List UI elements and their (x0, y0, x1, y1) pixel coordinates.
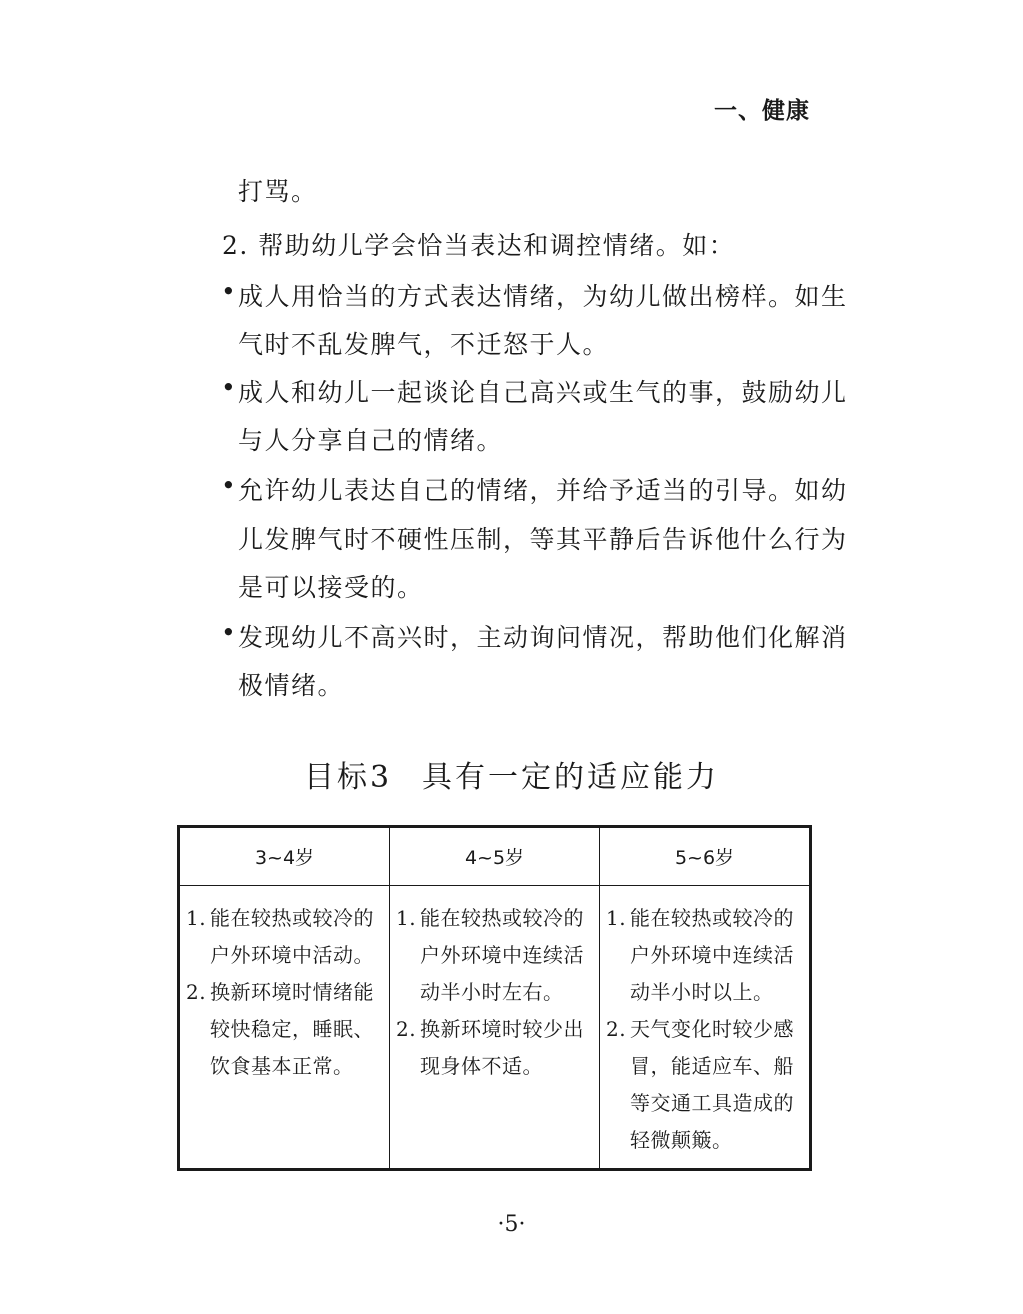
page-number: ·5· (497, 1212, 526, 1237)
bullet-1-line-2: 气时不乱发脾气，不迁怒于人。 (238, 330, 610, 359)
item-text: 天气变化时较少感冒，能适应车、船等交通工具造成的轻微颠簸。 (630, 1017, 794, 1152)
bullet-3-line-2: 儿发脾气时不硬性压制，等其平静后告诉他什么行为 (238, 525, 848, 554)
cell-age-5-6 (600, 886, 811, 1170)
table-row (179, 886, 811, 1170)
bullet-dot: • (221, 277, 236, 306)
cell-age-4-5 (390, 886, 600, 1170)
header-age-4-5: 4~5岁 (390, 827, 600, 886)
item-number: 2. (606, 1017, 627, 1041)
goal-title (0, 752, 1023, 796)
item-text: 能在较热或较冷的户外环境中活动。 (210, 906, 374, 967)
item-number: 1. (396, 906, 417, 930)
item-number: 2. (396, 1017, 417, 1041)
item-number: 1. (186, 906, 207, 930)
header-age-5-6: 5~6岁 (600, 827, 811, 886)
goal-title-text: 具有一定的适应能力 (422, 760, 720, 795)
item-text: 能在较热或较冷的户外环境中连续活动半小时左右。 (420, 906, 584, 1004)
item-number: 2. (186, 980, 207, 1004)
bullet-4-line-1: 发现幼儿不高兴时，主动询问情况，帮助他们化解消 (238, 623, 848, 652)
bullet-1-line-1: 成人用恰当的方式表达情绪，为幼儿做出榜样。如生 (238, 282, 848, 311)
list-item (396, 900, 595, 1011)
item-text: 换新环境时情绪能较快稳定，睡眠、饮食基本正常。 (210, 980, 374, 1078)
continuation-text: 打骂。 (238, 177, 318, 206)
table-header-row (179, 827, 811, 886)
list-item (186, 974, 385, 1085)
bullet-dot: • (221, 471, 236, 500)
bullet-3-line-3: 是可以接受的。 (238, 573, 424, 602)
list-item (606, 900, 805, 1011)
header-age-3-4: 3~4岁 (179, 827, 390, 886)
list-item (606, 1011, 805, 1159)
point-2-heading: 2. 帮助幼儿学会恰当表达和调控情绪。如： (222, 231, 736, 260)
bullet-3-line-1: 允许幼儿表达自己的情绪，并给予适当的引导。如幼 (238, 476, 848, 505)
list-item (396, 1011, 595, 1085)
bullet-dot: • (221, 618, 236, 647)
goal-number: 目标3 (303, 760, 393, 795)
age-goals-table (177, 825, 812, 1171)
bullet-2-line-1: 成人和幼儿一起谈论自己高兴或生气的事，鼓励幼儿 (238, 378, 848, 407)
cell-age-3-4 (179, 886, 390, 1170)
bullet-dot: • (221, 373, 236, 402)
bullet-4-line-2: 极情绪。 (238, 671, 345, 700)
item-text: 能在较热或较冷的户外环境中连续活动半小时以上。 (630, 906, 794, 1004)
item-text: 换新环境时较少出现身体不适。 (420, 1017, 584, 1078)
list-item (186, 900, 385, 974)
bullet-2-line-2: 与人分享自己的情绪。 (238, 426, 504, 455)
item-number: 1. (606, 906, 627, 930)
section-header: 一、健康 (714, 98, 810, 124)
